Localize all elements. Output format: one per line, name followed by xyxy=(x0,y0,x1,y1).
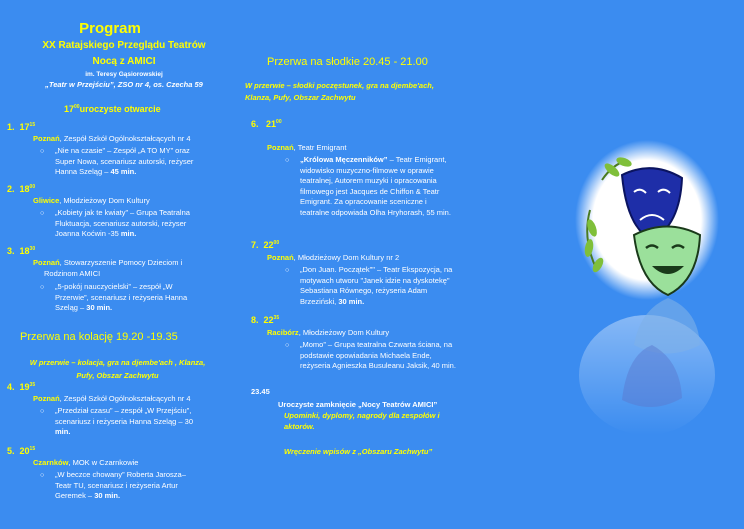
dinner-break-desc-line: Pufy, Obszar Zachwytu xyxy=(76,371,159,380)
desc-line: „Kobiety jak te kwiaty” – Grupa Teatralna xyxy=(55,208,190,217)
bullet-icon: ○ xyxy=(40,408,45,415)
item-5-org xyxy=(33,458,138,469)
item-duration: 45 min. xyxy=(110,167,137,176)
item-duration: 30 min. xyxy=(94,491,121,500)
item-number: 6. xyxy=(251,119,259,129)
item-1-time xyxy=(7,122,35,132)
item-3-time xyxy=(7,246,35,256)
item-city: Gliwice xyxy=(33,196,60,205)
item-2-org xyxy=(33,196,150,207)
item-number: 2. xyxy=(7,184,15,194)
bullet-icon: ○ xyxy=(40,284,45,291)
item-number: 8. xyxy=(251,315,259,325)
item-hour: 18 xyxy=(19,246,30,256)
desc-line: teatralne odpowiada Olha Hryhorash, 55 min. xyxy=(300,207,451,217)
item-6-time xyxy=(251,119,282,129)
item-number: 1. xyxy=(7,122,15,132)
item-city: Poznań xyxy=(33,134,60,143)
item-hour: 20 xyxy=(19,446,30,456)
item-5-time xyxy=(7,446,35,456)
item-3-org xyxy=(33,258,228,279)
item-1-org xyxy=(33,134,191,145)
item-hour: 19 xyxy=(19,382,30,392)
item-org: , MOK w Czarnkowie xyxy=(68,458,139,467)
desc-line: „5-pokój nauczycielski” – zespół „W xyxy=(55,282,173,291)
program-title: Program xyxy=(79,20,141,37)
bullet-icon: ○ xyxy=(40,210,45,217)
item-8-org xyxy=(267,328,389,339)
item-duration: min. xyxy=(55,427,71,436)
item-duration: 30 min. xyxy=(86,303,113,312)
opening-text: uroczyste otwarcie xyxy=(79,104,161,114)
play-title: „Królowa Męczenników” xyxy=(300,155,388,164)
sweet-break-desc xyxy=(245,80,475,104)
item-org: , Młodzieżowy Dom Kultury xyxy=(59,196,150,205)
item-org: , Stowarzyszenie Pomocy Dzieciom i xyxy=(59,258,183,267)
sweet-break-desc-line: Klanza, Pufy, Obszar Zachwytu xyxy=(245,93,356,102)
item-org: , Zespół Szkół Ogólnokształcących nr 4 xyxy=(59,394,191,403)
item-city: Czarnków xyxy=(33,458,69,467)
item-hour: 21 xyxy=(266,119,277,129)
closing-title: Uroczyste zamknięcie „Nocy Teatrów AMICI” xyxy=(278,400,438,409)
item-org-cont: Rodzinom AMICI xyxy=(44,268,101,278)
item-duration: 30 min. xyxy=(338,296,365,306)
desc-line: „Momo” – Grupa teatralna Czwarta ściana, na xyxy=(300,340,453,349)
venue: „Teatr w Przejściu”, ZSO nr 4, os. Czecha 59 xyxy=(45,80,203,89)
closing-final: Wręczenie wpisów z „Obszaru Zachwytu” xyxy=(284,447,433,456)
item-city: Poznań xyxy=(33,394,60,403)
bullet-icon: ○ xyxy=(285,157,290,164)
item-number: 4. xyxy=(7,382,15,392)
item-3-desc xyxy=(55,282,223,314)
opening-line xyxy=(64,104,161,114)
closing-desc-line: aktorów. xyxy=(284,421,315,431)
item-org: , Teatr Emigrant xyxy=(293,143,347,152)
item-city: Racibórz xyxy=(267,328,299,337)
item-hour: 18 xyxy=(19,184,30,194)
dinner-break-desc xyxy=(5,356,230,382)
dinner-break-title: Przerwa na kolację 19.20 -19.35 xyxy=(20,331,178,343)
bullet-icon: ○ xyxy=(40,148,45,155)
item-min: 30 xyxy=(29,246,36,252)
item-7-org xyxy=(267,253,399,264)
desc-line: Hanna Szeląg – xyxy=(55,167,109,176)
item-8-desc xyxy=(300,340,482,372)
bullet-icon: ○ xyxy=(285,267,290,274)
item-org: , Zespół Szkół Ogólnokształcących nr 4 xyxy=(59,134,191,143)
item-number: 5. xyxy=(7,446,15,456)
desc-line: Brzeziński, xyxy=(300,296,337,306)
item-5-desc xyxy=(55,470,223,502)
item-4-desc xyxy=(55,406,223,438)
item-2-time xyxy=(7,184,35,194)
closing-desc xyxy=(284,411,488,432)
item-city: Poznań xyxy=(267,143,294,152)
opening-hour: 17 xyxy=(64,104,75,114)
desc-line: Teatr TU, scenariusz i reżyseria Artur xyxy=(55,480,178,490)
desc-line: Emigrant. Za opracowanie sceniczne i xyxy=(300,197,427,206)
desc-line: – Teatr Emigrant, xyxy=(387,155,447,164)
school-name: im. Teresy Gąsiorowskiej xyxy=(85,71,163,78)
desc-line: teatralnej, Autorem muzyki i opracowania xyxy=(300,176,437,185)
item-min: 15 xyxy=(29,446,36,452)
sweet-break-title: Przerwa na słodkie 20.45 - 21.00 xyxy=(267,56,428,68)
item-min: 35 xyxy=(29,382,36,388)
item-min: 35 xyxy=(273,315,280,321)
desc-line: widowisko muzyczno-filmowe w oprawie xyxy=(300,165,434,175)
bullet-icon: ○ xyxy=(285,342,290,349)
item-duration: min. xyxy=(120,229,137,238)
desc-line: Przerwie”, scenariusz i reżyseria Hanna xyxy=(55,292,188,302)
festival-subtitle: Nocą z AMICI xyxy=(92,56,156,67)
desc-line: Szeląg – xyxy=(55,303,85,312)
desc-line: „Nie na czasie” – Zespół „A TO MY” oraz xyxy=(55,146,190,155)
theatre-masks-icon xyxy=(572,140,722,440)
item-7-time xyxy=(251,240,279,250)
item-number: 7. xyxy=(251,240,259,250)
desc-line: Sebastiana Równego, reżyseria Adam xyxy=(300,286,428,295)
item-7-desc xyxy=(300,265,482,307)
item-hour: 22 xyxy=(263,240,274,250)
item-org: , Młodzieżowy Dom Kultury nr 2 xyxy=(293,253,400,262)
desc-line: Fluktuacja, scenariusz autorski, reżyser xyxy=(55,218,187,228)
item-city: Poznań xyxy=(33,258,60,267)
item-min: 00 xyxy=(276,119,282,125)
closing-desc-line: Upominki, dyplomy, nagrody dla zespołów i xyxy=(284,411,440,420)
item-hour: 17 xyxy=(19,122,30,132)
desc-line: motywach utworu "Janek idzie na dyskotekę" xyxy=(300,275,450,285)
item-number: 3. xyxy=(7,246,15,256)
item-1-desc xyxy=(55,146,223,178)
desc-line: podstawie opowiadania Michaela Ende, xyxy=(300,350,432,360)
desc-line: „W beczce chowany” Roberta Jarosza– xyxy=(55,470,186,479)
dinner-break-desc-line: W przerwie – kolacja, gra na djembe'ach , Klanza, xyxy=(29,358,206,367)
desc-line: „Don Juan. Początek"" – Teatr Ekspozycja, na xyxy=(300,265,453,274)
item-6-desc xyxy=(300,155,482,218)
sweet-break-desc-line: W przerwie – słodki poczęstunek, gra na djembe'ach, xyxy=(245,81,434,90)
item-city: Poznań xyxy=(267,253,294,262)
opening-min: 00 xyxy=(74,104,80,110)
item-2-desc xyxy=(55,208,223,240)
desc-line: Joanna Koćwin -35 xyxy=(55,229,119,238)
desc-line: scenariusz i reżyseria Hanna Szeląg – 30 xyxy=(55,416,193,426)
item-6-org xyxy=(267,143,346,154)
item-min: 00 xyxy=(273,240,280,246)
item-hour: 22 xyxy=(263,315,274,325)
item-org: , Młodzieżowy Dom Kultury xyxy=(298,328,390,337)
closing-time: 23.45 xyxy=(251,387,270,396)
item-4-time xyxy=(7,382,35,392)
item-8-time xyxy=(251,315,279,325)
desc-line: reżyseria Agnieszka Busuleanu Jaksik, 40 min. xyxy=(300,361,456,370)
item-4-org xyxy=(33,394,191,405)
item-min: 00 xyxy=(29,184,36,190)
bullet-icon: ○ xyxy=(40,472,45,479)
desc-line: Geremek – xyxy=(55,491,93,500)
festival-name: XX Ratajskiego Przeglądu Teatrów xyxy=(42,40,206,51)
desc-line: „Przedział czasu” – zespół „W Przejściu”, xyxy=(55,406,192,415)
desc-line: filmowego jest Jacques de Chiffon & Teatr xyxy=(300,186,440,196)
item-min: 15 xyxy=(29,122,36,128)
desc-line: Super Nowa, scenariusz autorski, reżyser xyxy=(55,156,194,166)
